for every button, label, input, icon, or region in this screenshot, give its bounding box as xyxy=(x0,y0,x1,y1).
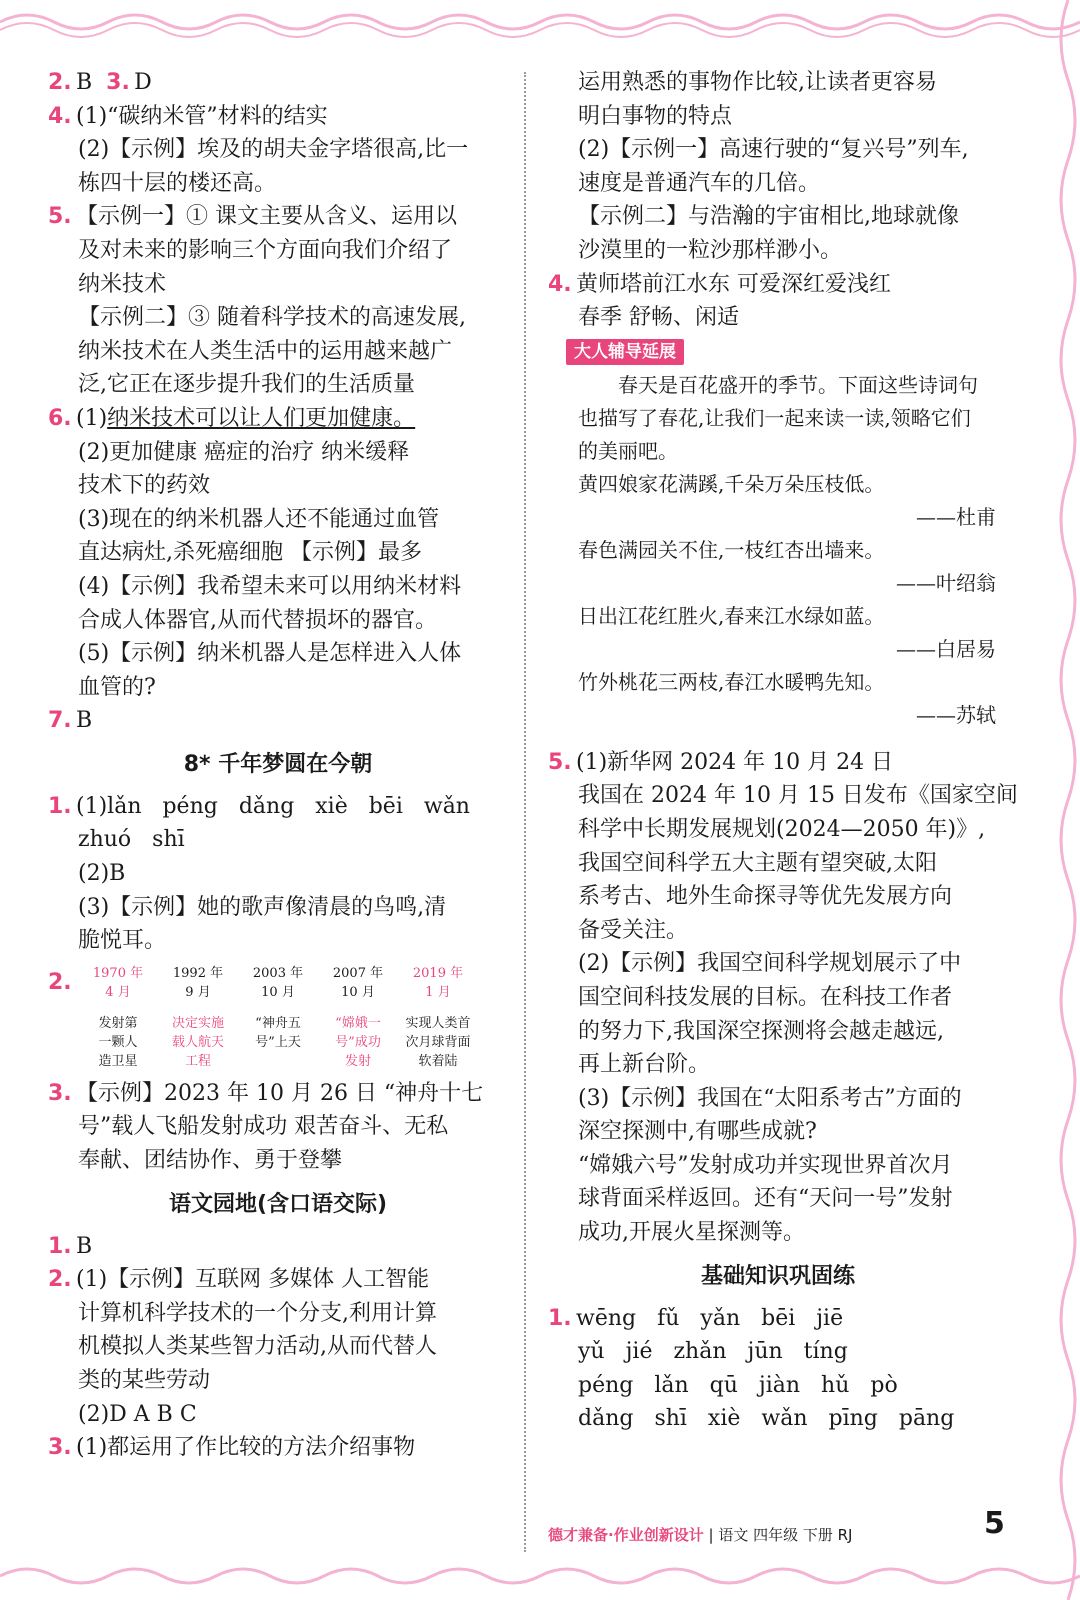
parent-guidance-tag: 大人辅导延展 xyxy=(566,339,684,365)
answer-line: (2)D A B C xyxy=(78,1401,197,1427)
answer-line: 纳米技术 xyxy=(78,271,167,297)
timeline-events xyxy=(78,1014,508,1071)
answer-line: 计算机科学技术的一个分支,利用计算 xyxy=(78,1300,437,1326)
answer-line: 备受关注。 xyxy=(578,917,689,943)
answer-line: 国空间科技发展的目标。在科技工作者 xyxy=(578,984,953,1010)
answer-line: dǎng shī xiè wǎn pīng pāng xyxy=(578,1406,955,1432)
answer-line: 2. B 3. D xyxy=(48,70,152,95)
poem-line: 日出江花红胜火,春来江水绿如蓝。 xyxy=(578,603,885,628)
answer-line: péng lǎn qū jiàn hǔ pò xyxy=(578,1372,898,1398)
answer-line: 【示例二】与浩瀚的宇宙相比,地球就像 xyxy=(578,204,959,230)
answer-line: 7. B xyxy=(48,708,93,734)
poem-author: ——杜甫 xyxy=(916,504,996,529)
question-number: 2. xyxy=(48,969,72,995)
answer-line: 4. 黄师塔前江水东 可爱深红爱浅红 xyxy=(548,271,891,297)
answer-line: 5. 【示例一】① 课文主要从含义、运用以 xyxy=(48,204,457,230)
answer-line: 春季 舒畅、闲适 xyxy=(578,305,739,331)
answer-line: 我国空间科学五大主题有望突破,太阳 xyxy=(578,850,937,876)
timeline-date: 2007 年 10 月 xyxy=(332,965,384,1000)
answer-line: (3)【示例】我国在“太阳系考古”方面的 xyxy=(578,1085,962,1111)
answer-line: 号”载人飞船发射成功 艰苦奋斗、无私 xyxy=(78,1114,449,1140)
answer-line: 奉献、团结协作、勇于登攀 xyxy=(78,1148,343,1174)
timeline-date: 1992 年 9 月 xyxy=(172,965,224,1000)
answer-line: (5)【示例】纳米机器人是怎样进入人体 xyxy=(78,641,462,667)
underlined-answer: 纳米技术可以让人们更加健康。 xyxy=(107,405,416,431)
poetry-extension-box xyxy=(548,369,1008,732)
answer-line: 系考古、地外生命探寻等优先发展方向 xyxy=(578,884,953,910)
timeline-event: 实现人类首 次月球背面 软着陆 xyxy=(405,1015,471,1069)
answer-line: 栋四十层的楼还高。 xyxy=(78,170,277,196)
answer-line: 及对未来的影响三个方面向我们介绍了 xyxy=(78,237,453,263)
answer-line: 我国在 2024 年 10 月 15 日发布《国家空间 xyxy=(578,783,1018,809)
timeline-date: 2019 年 1 月 xyxy=(412,965,464,1000)
timeline-dates xyxy=(78,964,508,1002)
answer-line: 技术下的药效 xyxy=(78,473,211,499)
answer-line: 速度是普通汽车的几倍。 xyxy=(578,170,821,196)
poem-author: ——苏轼 xyxy=(916,702,996,727)
section-heading: 8* 千年梦圆在今朝 xyxy=(183,751,373,777)
answer-line: 3. (1)都运用了作比较的方法介绍事物 xyxy=(48,1435,416,1461)
answer-line: 的努力下,我国深空探测将会越走越远, xyxy=(578,1018,944,1044)
answer-line: 泛,它正在逐步提升我们的生活质量 xyxy=(78,372,415,398)
decorative-wave-border-right xyxy=(1040,0,1080,1600)
answer-line: (3)现在的纳米机器人还不能通过血管 xyxy=(78,506,440,532)
poem-line: 竹外桃花三两枝,春江水暖鸭先知。 xyxy=(578,669,885,694)
answer-line: 1. wēng fǔ yǎn bēi jiē xyxy=(548,1305,844,1331)
page-number: 5 xyxy=(984,1506,1005,1541)
answer-line: 深空探测中,有哪些成就? xyxy=(578,1119,817,1145)
answer-line: 2. (1)【示例】互联网 多媒体 人工智能 xyxy=(48,1267,430,1293)
answer-line: 3. 【示例】2023 年 10 月 26 日 “神舟十七 xyxy=(48,1080,484,1106)
answer-line: (4)【示例】我希望未来可以用纳米材料 xyxy=(78,573,462,599)
timeline-date: 2003 年 10 月 xyxy=(252,965,304,1000)
answer-line: 科学中长期发展规划(2024—2050 年)》, xyxy=(578,816,986,842)
column-divider xyxy=(524,72,526,1552)
answer-line: 运用熟悉的事物作比较,让读者更容易 xyxy=(578,70,937,95)
answer-line: 血管的? xyxy=(78,674,156,700)
poem-author: ——白居易 xyxy=(896,636,996,661)
footer-subject: 语文 四年级 下册 RJ xyxy=(718,1526,853,1544)
timeline-table xyxy=(78,964,508,1071)
answer-line: 纳米技术在人类生活中的运用越来越广 xyxy=(78,338,453,364)
section-heading: 基础知识巩固练 xyxy=(700,1263,855,1289)
timeline-event: “嫦娥一 号”成功 发射 xyxy=(335,1015,381,1069)
answer-line: 1. (1)lǎn péng dǎng xiè bēi wǎn xyxy=(48,793,470,819)
answer-line: yǔ jié zhǎn jūn tíng xyxy=(578,1339,848,1365)
timeline-event: 发射第 一颗人 造卫星 xyxy=(98,1015,138,1069)
footer-brand: 德才兼备·作业创新设计 xyxy=(548,1526,704,1544)
answer-line: 1. B xyxy=(48,1233,93,1259)
timeline-event: “神舟五 号”上天 xyxy=(255,1015,301,1050)
answer-line: (2)【示例】埃及的胡夫金字塔很高,比一 xyxy=(78,137,469,163)
poem-line: 春色满园关不住,一枝红杏出墙来。 xyxy=(578,537,885,562)
timeline-date: 1970 年 4 月 xyxy=(92,965,144,1000)
answer-line: 球背面采样返回。还有“天问一号”发射 xyxy=(578,1186,953,1212)
answer-line: 再上新台阶。 xyxy=(578,1052,711,1078)
answer-line: (2)【示例一】高速行驶的“复兴号”列车, xyxy=(578,137,969,163)
answer-line: 5. (1)新华网 2024 年 10 月 24 日 xyxy=(548,749,894,775)
answer-line: (2)B xyxy=(78,861,126,887)
answer-line: 脆悦耳。 xyxy=(78,928,167,954)
answer-line: (3)【示例】她的歌声像清晨的鸟鸣,清 xyxy=(78,894,447,920)
answer-line: 直达病灶,杀死癌细胞 【示例】最多 xyxy=(78,540,422,566)
timeline-answer xyxy=(48,964,508,1071)
timeline-event: 决定实施 载人航天 工程 xyxy=(171,1015,224,1069)
section-heading: 语文园地(含口语交际) xyxy=(168,1191,388,1217)
answer-line: 6. (1)纳米技术可以让人们更加健康。 xyxy=(48,405,416,431)
right-column xyxy=(548,66,1018,1436)
footer-separator: | xyxy=(708,1526,719,1544)
answer-line: (2)【示例】我国空间科学规划展示了中 xyxy=(578,951,962,977)
answer-line: “嫦娥六号”发射成功并实现世界首次月 xyxy=(578,1152,953,1178)
decorative-wave-border-top xyxy=(0,0,1080,40)
decorative-wave-border-bottom xyxy=(0,1556,1080,1596)
poem-author: ——叶绍翁 xyxy=(896,570,996,595)
page-footer xyxy=(548,1524,852,1545)
answer-line: 机模拟人类某些智力活动,从而代替人 xyxy=(78,1334,437,1360)
answer-line: 4. (1)“碳纳米管”材料的结实 xyxy=(48,103,328,129)
answer-line: 【示例二】③ 随着科学技术的高速发展, xyxy=(78,305,466,331)
answer-line: 合成人体器官,从而代替损坏的器官。 xyxy=(78,607,437,633)
answer-line: 类的某些劳动 xyxy=(78,1368,211,1393)
answer-line: 沙漠里的一粒沙那样渺小。 xyxy=(578,237,843,263)
answer-line: 明白事物的特点 xyxy=(578,103,733,129)
poem-line: 黄四娘家花满蹊,千朵万朵压枝低。 xyxy=(578,471,885,496)
answer-line: 成功,开展火星探测等。 xyxy=(578,1220,805,1246)
box-intro: 春天是百花盛开的季节。下面这些诗词句也描写了春花,让我们一起来读一读,领略它们的美丽吧。 xyxy=(578,372,978,463)
answer-line: (2)更加健康 癌症的治疗 纳米缓释 xyxy=(78,439,410,465)
answer-line: zhuó shī xyxy=(78,827,185,853)
left-column xyxy=(48,66,508,1465)
